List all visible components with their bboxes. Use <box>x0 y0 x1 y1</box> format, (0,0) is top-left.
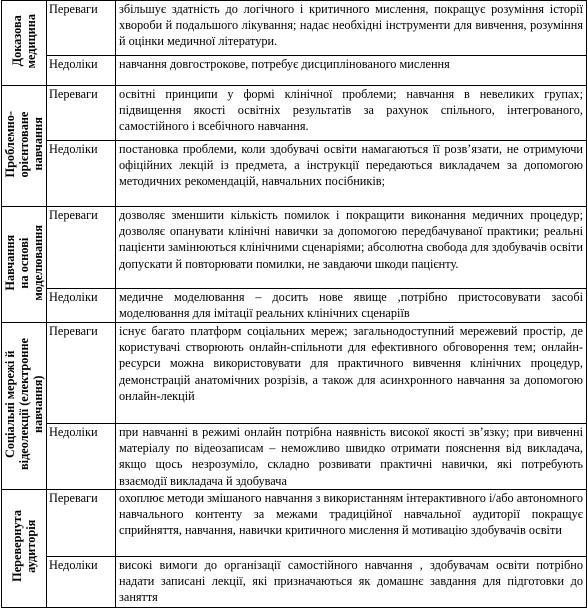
description-cell: постановка проблеми, коли здобувачі освіти намагаються її розв’язати, не отримуючи офіційних лекцій із предмета, а інструкції передаються викладачем за допомогою методичних рекомендацій, навчальних посібників; <box>116 141 587 207</box>
description-cell: дозволяє зменшити кількість помилок і покращити виконання медичних процедур; дозволяє опанувати клінічні навички за допомогою передбачуваної практики; реальні пацієнти замінюються клінічними сценаріями; абсолютна свобода для здобувачів освіти допускати й повторювати помилки, не завдаючи шкоди пацієнту. <box>116 207 587 289</box>
table-row <box>2 56 587 86</box>
kind-cell-disadvantages: Недоліки <box>47 424 116 490</box>
kind-cell-disadvantages: Недоліки <box>47 289 116 323</box>
description-cell: збільшує здатність до логічного і критичного мислення, покращує розуміння історії хвороби й подальшого лікування; надає необхідні інструменти для вивчення, розуміння й оцінки медичної літератури. <box>116 1 587 56</box>
table-row <box>2 424 587 490</box>
table-row <box>2 207 587 289</box>
category-cell <box>2 323 47 490</box>
category-cell <box>2 207 47 323</box>
table-row <box>2 141 587 207</box>
table-row <box>2 86 587 141</box>
table-row <box>2 490 587 557</box>
category-label: Перевернута аудиторія <box>10 510 38 583</box>
kind-cell-disadvantages: Недоліки <box>47 141 116 207</box>
kind-cell-advantages: Переваги <box>47 1 116 56</box>
description-cell: освітні принципи у формі клінічної проблеми; навчання в невеликих групах; підвищення якості освітніх результатів за рахунок спільного, інтегрованого, самостійного і всебічного навчання. <box>116 86 587 141</box>
category-cell <box>2 1 47 86</box>
table-row <box>2 1 587 56</box>
description-cell: високі вимоги до організації самостійного навчання , здобувачам освіти потрібно надати записані лекції, які призначаються як домашнє завдання для підготовки до заняття <box>116 557 587 608</box>
category-label: Проблемно- орієнтоване навчання <box>3 110 45 178</box>
table-row <box>2 557 587 608</box>
comparison-table <box>1 0 587 608</box>
description-cell: охоплює методи змішаного навчання з використанням інтерактивного і/або автономного навчального контенту за межами традиційної навчальної аудиторії покращує сприйняття, навчання, навички критичного мислення й мотивацію здобувачів освіти <box>116 490 587 557</box>
description-cell: існує багато платформ соціальних мереж; загальнодоступний мережевий простір, де користувачі створюють онлайн-спільноти для ефективного обговорення тем; онлайн-ресурси можна використовувати для практичного вивчення клінічних процедур, демонстрацій анатомічних розрізів, а також для асинхронного навчання за допомогою онлайн-лекцій <box>116 323 587 424</box>
kind-cell-advantages: Переваги <box>47 490 116 557</box>
category-cell <box>2 490 47 608</box>
description-cell: навчання довгострокове, потребує дисциплінованого мислення <box>116 56 587 86</box>
category-cell <box>2 86 47 207</box>
kind-cell-advantages: Переваги <box>47 86 116 141</box>
kind-cell-disadvantages: Недоліки <box>47 56 116 86</box>
kind-cell-advantages: Переваги <box>47 323 116 424</box>
table-row <box>2 323 587 424</box>
category-label: Навчання на основі моделювання <box>3 224 45 301</box>
table-row <box>2 289 587 323</box>
category-label: Доказова медицина <box>10 13 38 69</box>
description-cell: при навчанні в режимі онлайн потрібна наявність високої якості зв’язку; при вивченні матеріалу по відеозаписам – неможливо швидко отримати пояснення від викладача, якщо щось незрозуміло, складно розвивати практичні навички, які потребують взаємодії викладача й здобувача <box>116 424 587 490</box>
kind-cell-advantages: Переваги <box>47 207 116 289</box>
description-cell: медичне моделювання – досить нове явище ,потрібно пристосовувати засобі моделювання для імітації реальних клінічних сценаріїв <box>116 289 587 323</box>
category-label: Соціальні мережі й відеолекції (електронне навчання) <box>3 337 45 470</box>
kind-cell-disadvantages: Недоліки <box>47 557 116 608</box>
